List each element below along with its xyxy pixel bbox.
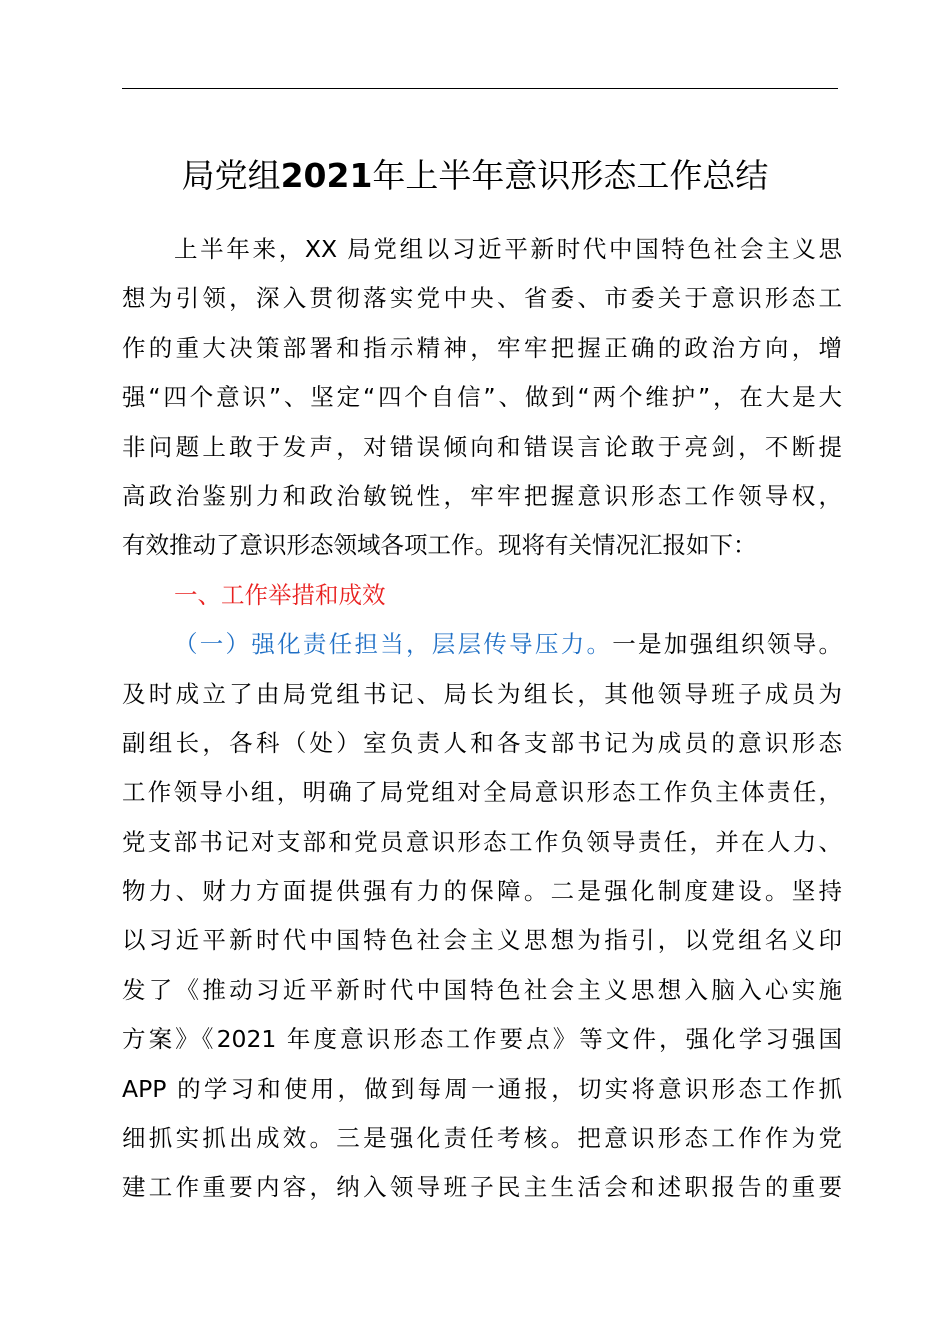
subsection-first-text: 一是加强组织领导。 [612, 630, 843, 659]
body-line: 建工作重要内容，纳入领导班子民主生活会和述职报告的重要 [122, 1173, 842, 1202]
body-line: 发了《推动习近平新时代中国特色社会主义思想入脑入心实施 [122, 975, 842, 1004]
intro-line: 有效推动了意识形态领域各项工作。现将有关情况汇报如下： [122, 531, 757, 560]
body-line: 方案》《2021 年度意识形态工作要点》等文件，强化学习强国 [122, 1025, 842, 1054]
subsection-heading: （一）强化责任担当，层层传导压力。 [174, 630, 613, 659]
intro-line: 上半年来，XX 局党组以习近平新时代中国特色社会主义思 [174, 235, 842, 263]
body-line: 党支部书记对支部和党员意识形态工作负领导责任，并在人力、 [122, 827, 842, 856]
intro-line: 作的重大决策部署和指示精神，牢牢把握正确的政治方向，增 [122, 333, 842, 362]
title-year: 2021 [280, 156, 373, 195]
body-line: 细抓实抓出成效。三是强化责任考核。把意识形态工作作为党 [122, 1124, 842, 1153]
body-line: APP 的学习和使用，做到每周一通报，切实将意识形态工作抓 [122, 1074, 842, 1103]
body-line: 物力、财力方面提供强有力的保障。二是强化制度建设。坚持 [122, 877, 842, 906]
header-rule [122, 88, 838, 89]
body-line: 及时成立了由局党组书记、局长为组长，其他领导班子成员为 [122, 679, 842, 708]
body-line: 工作领导小组，明确了局党组对全局意识形态工作负主体责任， [122, 778, 842, 807]
title-suffix: 年上半年意识形态工作总结 [372, 156, 769, 195]
document-title [0, 150, 950, 202]
intro-line: 非问题上敢于发声，对错误倾向和错误言论敢于亮剑，不断提 [122, 432, 842, 461]
title-prefix: 局党组 [181, 156, 281, 195]
subsection-first-line [122, 620, 842, 669]
body-line: 副组长，各科（处）室负责人和各支部书记为成员的意识形态 [122, 728, 842, 757]
intro-line: 高政治鉴别力和政治敏锐性，牢牢把握意识形态工作领导权， [122, 481, 842, 510]
body-line: 以习近平新时代中国特色社会主义思想为指引，以党组名义印 [122, 926, 842, 955]
intro-line: 强“四个意识”、坚定“四个自信”、做到“两个维护”，在大是大 [122, 383, 842, 412]
intro-line: 想为引领，深入贯彻落实党中央、省委、市委关于意识形态工 [122, 284, 842, 313]
section-heading: 一、工作举措和成效 [174, 580, 386, 609]
document-body [122, 225, 842, 1213]
